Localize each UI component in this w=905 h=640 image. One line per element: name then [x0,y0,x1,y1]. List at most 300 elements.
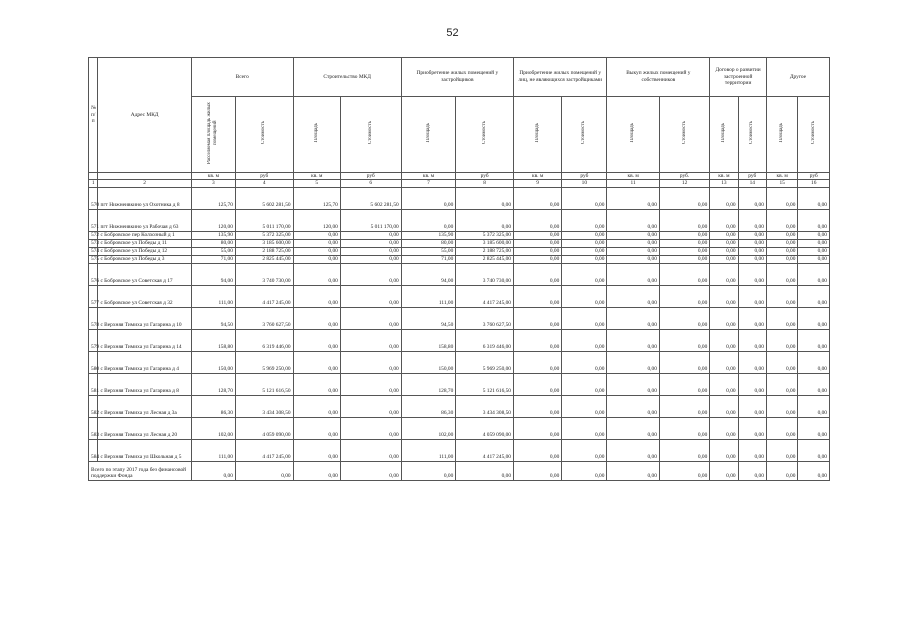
row-value: 71,00 [401,255,456,263]
row-number: 578 [89,307,98,329]
header-group-purchase-developers: Приобретение жилых помещений у застройщиков [401,58,513,97]
row-value: 0,00 [293,231,340,239]
row-value: 0,00 [766,231,797,239]
row-value: 94,00 [191,263,235,285]
row-value: 0,00 [766,255,797,263]
row-value: 5 011 170,00 [340,209,401,231]
header-sub-cell [401,97,456,173]
table-body [89,187,830,480]
row-value: 0,00 [607,285,659,307]
row-number: 577 [89,285,98,307]
header-sub-cell [191,97,235,173]
row-value: 0,00 [798,307,830,329]
header-colnum-cell: 15 [766,180,797,188]
row-value: 0,00 [607,231,659,239]
row-value: 0,00 [766,307,797,329]
header-sub-cell [293,97,340,173]
header-group-row [89,58,830,97]
total-value: 0,00 [798,461,830,480]
row-address: с Бобровское пер Колхозный д 1 [98,231,191,239]
table-row [89,395,830,417]
table-row [89,255,830,263]
header-sub-label: Площадь [720,123,726,143]
row-value: 55,00 [191,247,235,255]
row-value: 71,00 [191,255,235,263]
header-colnum-cell: 6 [340,180,401,188]
row-value: 0,00 [710,329,738,351]
row-value: 0,00 [659,395,709,417]
row-value: 0,00 [293,439,340,461]
row-value: 0,00 [514,351,562,373]
row-number: 583 [89,417,98,439]
table-row [89,307,830,329]
row-value: 0,00 [456,187,514,209]
row-value: 0,00 [766,263,797,285]
header-sub-cell [710,97,738,173]
row-value: 120,00 [293,209,340,231]
row-value: 0,00 [766,351,797,373]
row-value: 0,00 [293,307,340,329]
row-value: 0,00 [766,239,797,247]
header-colnum-cell: 16 [798,180,830,188]
row-value: 0,00 [766,439,797,461]
table-row [89,247,830,255]
row-value: 0,00 [401,187,456,209]
header-group-territory-development: Договор о развитии застроенной территории [710,58,767,97]
table-row [89,373,830,395]
total-value: 0,00 [738,461,766,480]
header-colnum-row [89,180,830,188]
row-value: 0,00 [514,231,562,239]
header-colnum-cell: 5 [293,180,340,188]
table-row [89,329,830,351]
row-value: 0,00 [562,417,607,439]
row-value: 5 372 325,00 [456,231,514,239]
table-row [89,439,830,461]
row-value: 3 434 308,50 [456,395,514,417]
row-value: 0,00 [798,395,830,417]
table-row [89,187,830,209]
header-sub-cell [514,97,562,173]
row-number: 582 [89,395,98,417]
row-value: 150,00 [191,351,235,373]
row-value: 0,00 [738,351,766,373]
row-value: 5 602 281,50 [235,187,293,209]
header-sub-cell [738,97,766,173]
row-value: 0,00 [798,247,830,255]
row-value: 0,00 [798,187,830,209]
row-value: 0,00 [659,187,709,209]
header-colnum-cell: 4 [235,180,293,188]
row-number: 571 [89,209,98,231]
row-value: 0,00 [340,239,401,247]
table-row [89,239,830,247]
row-value: 0,00 [293,263,340,285]
row-value: 0,00 [710,187,738,209]
row-value: 0,00 [401,209,456,231]
row-value: 0,00 [738,417,766,439]
row-address: с Бобровское ул Советская д 17 [98,263,191,285]
header-unit-cell: кв. м [293,172,340,180]
header-sub-row [89,97,830,173]
row-value: 5 969 250,00 [456,351,514,373]
row-value: 0,00 [607,395,659,417]
row-value: 0,00 [514,247,562,255]
row-value: 0,00 [710,263,738,285]
row-value: 0,00 [659,231,709,239]
row-value: 0,00 [766,285,797,307]
header-sub-label: Расселяемая площадь жилых помещений [207,102,219,164]
header-unit-cell: руб [798,172,830,180]
row-value: 0,00 [710,209,738,231]
row-value: 0,00 [766,395,797,417]
row-value: 0,00 [562,351,607,373]
row-address: пгт Нижнеивкино ул Рабочая д 63 [98,209,191,231]
row-value: 6 319 446,00 [235,329,293,351]
row-number: 574 [89,247,98,255]
row-value: 3 760 627,50 [456,307,514,329]
header-sub-label: Площадь [425,123,431,143]
row-value: 111,00 [191,285,235,307]
row-value: 0,00 [710,439,738,461]
row-number: 581 [89,373,98,395]
total-value: 0,00 [659,461,709,480]
resettlement-table [88,57,830,481]
row-value: 2 188 725,00 [456,247,514,255]
header-group-construction: Строительство МКД [293,58,401,97]
row-value: 0,00 [514,255,562,263]
row-value: 111,00 [401,285,456,307]
header-colnum-cell: 12 [659,180,709,188]
row-value: 0,00 [562,247,607,255]
header-unit-cell: кв. м [191,172,235,180]
row-value: 0,00 [659,263,709,285]
row-value: 0,00 [659,285,709,307]
header-rowno: № п/п [89,58,98,173]
header-colnum-cell: 8 [456,180,514,188]
row-value: 0,00 [738,439,766,461]
page-number: 52 [446,27,459,39]
row-value: 0,00 [659,417,709,439]
row-value: 0,00 [607,247,659,255]
row-value: 0,00 [340,263,401,285]
row-value: 0,00 [798,285,830,307]
row-address: с Верхняя Тимиха ул Лесная д 20 [98,417,191,439]
row-value: 0,00 [562,209,607,231]
header-unit-cell: руб. [659,172,709,180]
header-sub-cell [235,97,293,173]
header-colnum-cell: 1 [89,180,98,188]
row-value: 0,00 [607,239,659,247]
row-value: 0,00 [562,329,607,351]
row-value: 0,00 [798,373,830,395]
header-colnum-cell: 14 [738,180,766,188]
row-value: 128,70 [401,373,456,395]
header-sub-cell [766,97,797,173]
row-value: 150,00 [401,351,456,373]
header-unit-cell: кв. м [607,172,659,180]
row-value: 4 417 245,00 [456,285,514,307]
row-value: 0,00 [798,351,830,373]
row-value: 0,00 [607,307,659,329]
row-address: с Верхняя Тимиха ул Гагарина д 14 [98,329,191,351]
header-group-purchase-non-developers: Приобретение жилых помещений у лиц, не являющихся застройщиками [514,58,607,97]
row-value: 0,00 [562,255,607,263]
row-value: 94,50 [191,307,235,329]
row-value: 0,00 [607,417,659,439]
total-row [89,461,830,480]
row-value: 158,80 [401,329,456,351]
table-row [89,417,830,439]
row-number: 575 [89,255,98,263]
row-value: 0,00 [514,307,562,329]
row-number: 576 [89,263,98,285]
row-value: 120,00 [191,209,235,231]
header-sub-label: Стоимость [367,121,373,145]
row-value: 4 417 245,00 [235,285,293,307]
row-number: 572 [89,231,98,239]
header-sub-label: Стоимость [581,121,587,145]
row-value: 135,90 [191,231,235,239]
row-value: 0,00 [798,263,830,285]
row-address: с Бобровское ул Советская д 32 [98,285,191,307]
row-value: 0,00 [738,285,766,307]
row-value: 4 059 090,00 [456,417,514,439]
row-value: 0,00 [738,263,766,285]
row-value: 0,00 [766,187,797,209]
total-value: 0,00 [562,461,607,480]
header-colnum-cell: 11 [607,180,659,188]
total-value: 0,00 [456,461,514,480]
header-colnum-cell: 3 [191,180,235,188]
header-unit-cell: руб [562,172,607,180]
row-value: 5 121 616,50 [235,373,293,395]
row-value: 111,00 [401,439,456,461]
row-value: 0,00 [293,373,340,395]
row-value: 0,00 [659,247,709,255]
row-value: 0,00 [738,247,766,255]
row-value: 0,00 [738,187,766,209]
header-unit-cell [89,172,98,180]
row-value: 80,00 [401,239,456,247]
row-value: 0,00 [514,285,562,307]
row-number: 573 [89,239,98,247]
row-value: 2 825 445,00 [456,255,514,263]
row-value: 4 059 090,00 [235,417,293,439]
header-sub-cell [798,97,830,173]
row-value: 0,00 [710,239,738,247]
row-value: 0,00 [514,209,562,231]
header-unit-cell: кв. м [766,172,797,180]
header-colnum-cell: 13 [710,180,738,188]
row-value: 0,00 [293,239,340,247]
row-value: 0,00 [340,417,401,439]
row-value: 0,00 [738,329,766,351]
row-value: 0,00 [562,231,607,239]
row-value: 0,00 [766,329,797,351]
row-value: 4 417 245,00 [456,439,514,461]
row-value: 0,00 [738,307,766,329]
header-sub-label: Стоимость [481,121,487,145]
row-value: 0,00 [607,263,659,285]
row-value: 0,00 [562,239,607,247]
table-row [89,209,830,231]
row-value: 0,00 [562,187,607,209]
total-value: 0,00 [607,461,659,480]
row-address: с Верхняя Тимиха ул Гагарина д 4 [98,351,191,373]
row-value: 0,00 [562,373,607,395]
row-address: с Верхняя Тимиха ул Гагарина д 10 [98,307,191,329]
row-value: 0,00 [562,395,607,417]
row-address: с Бобровское ул Победы д 11 [98,239,191,247]
row-value: 3 434 308,50 [235,395,293,417]
header-sub-label: Стоимость [261,121,267,145]
header-colnum-cell: 2 [98,180,191,188]
total-value: 0,00 [401,461,456,480]
header-sub-label: Площадь [534,123,540,143]
row-value: 6 319 446,00 [456,329,514,351]
table-row [89,231,830,239]
row-value: 0,00 [514,439,562,461]
header-group-buyout: Выкуп жилых помещений у собственников [607,58,710,97]
header-group-other: Другое [766,58,829,97]
header-sub-label: Площадь [313,123,319,143]
row-value: 158,80 [191,329,235,351]
header-sub-cell [607,97,659,173]
row-value: 125,70 [293,187,340,209]
row-value: 0,00 [659,307,709,329]
row-value: 0,00 [659,239,709,247]
row-value: 86,30 [191,395,235,417]
row-value: 0,00 [562,439,607,461]
row-number: 580 [89,351,98,373]
row-value: 86,30 [401,395,456,417]
header-unit-cell: руб [235,172,293,180]
row-value: 3 740 730,00 [235,263,293,285]
row-value: 0,00 [340,329,401,351]
row-value: 0,00 [293,285,340,307]
header-sub-cell [340,97,401,173]
row-value: 0,00 [293,417,340,439]
row-number: 579 [89,329,98,351]
row-value: 0,00 [659,373,709,395]
row-value: 0,00 [514,329,562,351]
row-value: 0,00 [710,231,738,239]
row-value: 3 185 600,00 [456,239,514,247]
total-value: 0,00 [191,461,235,480]
row-value: 0,00 [607,439,659,461]
row-value: 0,00 [710,351,738,373]
row-value: 0,00 [562,285,607,307]
row-number: 570 [89,187,98,209]
row-value: 125,70 [191,187,235,209]
row-value: 0,00 [798,239,830,247]
row-value: 0,00 [340,285,401,307]
header-sub-cell [659,97,709,173]
row-value: 0,00 [607,209,659,231]
row-value: 0,00 [798,231,830,239]
total-value: 0,00 [514,461,562,480]
row-address: с Верхняя Тимиха ул Лесная д 3а [98,395,191,417]
row-value: 0,00 [340,439,401,461]
row-value: 0,00 [798,417,830,439]
header-sub-label: Площадь [630,123,636,143]
row-value: 0,00 [514,239,562,247]
row-value: 5 602 281,50 [340,187,401,209]
row-value: 0,00 [659,209,709,231]
row-value: 111,00 [191,439,235,461]
header-unit-cell: руб [738,172,766,180]
row-value: 0,00 [514,187,562,209]
row-value: 0,00 [659,439,709,461]
row-value: 128,70 [191,373,235,395]
total-value: 0,00 [766,461,797,480]
table-row [89,351,830,373]
row-value: 0,00 [340,307,401,329]
header-sub-label: Стоимость [810,121,816,145]
row-value: 0,00 [607,255,659,263]
header-sub-cell [456,97,514,173]
row-value: 0,00 [766,247,797,255]
row-value: 0,00 [766,417,797,439]
row-value: 5 011 170,00 [235,209,293,231]
row-value: 0,00 [607,351,659,373]
header-colnum-cell: 9 [514,180,562,188]
row-value: 0,00 [798,329,830,351]
row-value: 0,00 [738,255,766,263]
row-value: 3 740 730,00 [456,263,514,285]
total-value: 0,00 [293,461,340,480]
header-colnum-cell: 10 [562,180,607,188]
row-value: 102,00 [191,417,235,439]
row-value: 0,00 [710,255,738,263]
row-value: 0,00 [293,351,340,373]
row-value: 0,00 [514,417,562,439]
row-value: 0,00 [607,373,659,395]
total-value: 0,00 [710,461,738,480]
row-value: 0,00 [738,395,766,417]
header-unit-cell: кв. м [710,172,738,180]
row-value: 0,00 [514,395,562,417]
row-value: 135,90 [401,231,456,239]
row-address: пгт Нижнеивкино ул Охотника д 8 [98,187,191,209]
row-value: 0,00 [562,307,607,329]
row-value: 0,00 [738,231,766,239]
row-value: 0,00 [659,255,709,263]
row-value: 0,00 [340,395,401,417]
header-sub-label: Стоимость [681,121,687,145]
row-value: 0,00 [798,209,830,231]
row-value: 0,00 [766,209,797,231]
row-value: 0,00 [340,351,401,373]
row-value: 0,00 [293,247,340,255]
row-value: 0,00 [710,417,738,439]
header-unit-cell [98,172,191,180]
row-value: 80,00 [191,239,235,247]
header-address: Адрес МКД [98,58,191,173]
table-row [89,263,830,285]
row-value: 0,00 [710,373,738,395]
header-unit-cell: руб [340,172,401,180]
row-value: 0,00 [340,247,401,255]
row-value: 0,00 [293,329,340,351]
header-unit-cell: руб [456,172,514,180]
row-value: 0,00 [293,395,340,417]
row-value: 5 121 616,50 [456,373,514,395]
header-colnum-cell: 7 [401,180,456,188]
row-value: 0,00 [340,373,401,395]
row-value: 94,00 [401,263,456,285]
